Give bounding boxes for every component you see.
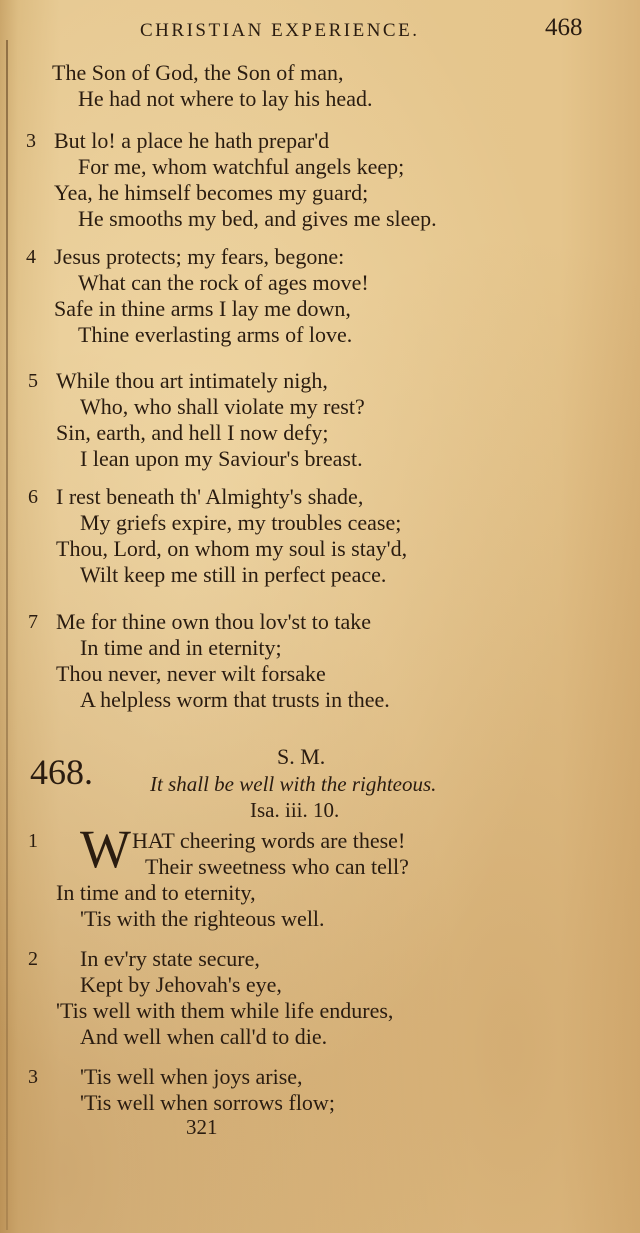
verse-line: 'Tis well with them while life endures, — [56, 998, 394, 1023]
verse-line: In ev'ry state secure, — [80, 946, 260, 971]
verse-line: Thou, Lord, on whom my soul is stay'd, — [56, 536, 408, 561]
stanza-number: 7 — [28, 611, 38, 633]
stanza-number: 2 — [28, 948, 38, 970]
hymn-number: 468. — [30, 752, 93, 792]
verse-line: I lean upon my Saviour's breast. — [80, 446, 363, 471]
verse-line: Safe in thine arms I lay me down, — [54, 296, 351, 321]
verse-line: The Son of God, the Son of man, — [52, 60, 344, 85]
verse-line: For me, whom watchful angels keep; — [78, 154, 405, 179]
stanza-number: 3 — [28, 1066, 38, 1088]
verse-line: While thou art intimately nigh, — [56, 368, 328, 393]
hymn-subtitle: It shall be well with the righteous. — [150, 772, 437, 796]
verse-line: Sin, earth, and hell I now defy; — [56, 420, 329, 445]
verse-line: And well when call'd to die. — [80, 1024, 328, 1049]
verse-line: Wilt keep me still in perfect peace. — [80, 562, 387, 587]
verse-line: A helpless worm that trusts in thee. — [80, 687, 390, 712]
verse-line: 'Tis well when joys arise, — [80, 1064, 303, 1089]
running-title: CHRISTIAN EXPERIENCE. — [140, 20, 420, 41]
verse-line: Thou never, never wilt forsake — [56, 661, 326, 686]
verse-line: Kept by Jehovah's eye, — [80, 972, 282, 997]
verse-line: But lo! a place he hath prepar'd — [54, 128, 330, 153]
verse-line: Who, who shall violate my rest? — [80, 394, 365, 419]
stanza-number: 5 — [28, 370, 38, 392]
running-header — [0, 14, 640, 50]
stanza-number: 4 — [26, 246, 36, 268]
verse-line: Me for thine own thou lov'st to take — [56, 609, 371, 634]
verse-line: Thine everlasting arms of love. — [78, 322, 353, 347]
verse-line: In time and to eternity, — [56, 880, 256, 905]
verse-line: HAT cheering words are these! — [132, 828, 406, 853]
verse-line: He had not where to lay his head. — [78, 86, 373, 111]
verse-line: Yea, he himself becomes my guard; — [54, 180, 369, 205]
verse-line: Their sweetness who can tell? — [145, 854, 409, 879]
verse-line: What can the rock of ages move! — [78, 270, 369, 295]
stanza-number: 3 — [26, 130, 36, 152]
hymn-meter: S. M. — [277, 744, 326, 769]
stanza-number: 6 — [28, 486, 38, 508]
drop-cap: W — [80, 819, 131, 879]
verse-line: He smooths my bed, and gives me sleep. — [78, 206, 437, 231]
verse-line: My griefs expire, my troubles cease; — [80, 510, 402, 535]
verse-line: 'Tis with the righteous well. — [80, 906, 325, 931]
stanza-number: 1 — [28, 830, 38, 852]
verse-line: I rest beneath th' Almighty's shade, — [56, 484, 364, 509]
binding-edge — [6, 40, 8, 1230]
page-number: 468 — [545, 14, 583, 41]
signature-number: 321 — [186, 1115, 218, 1139]
verse-line: Jesus protects; my fears, begone: — [54, 244, 345, 269]
verse-line: 'Tis well when sorrows flow; — [80, 1090, 335, 1115]
scripture-reference: Isa. iii. 10. — [250, 798, 340, 822]
verse-line: In time and in eternity; — [80, 635, 282, 660]
